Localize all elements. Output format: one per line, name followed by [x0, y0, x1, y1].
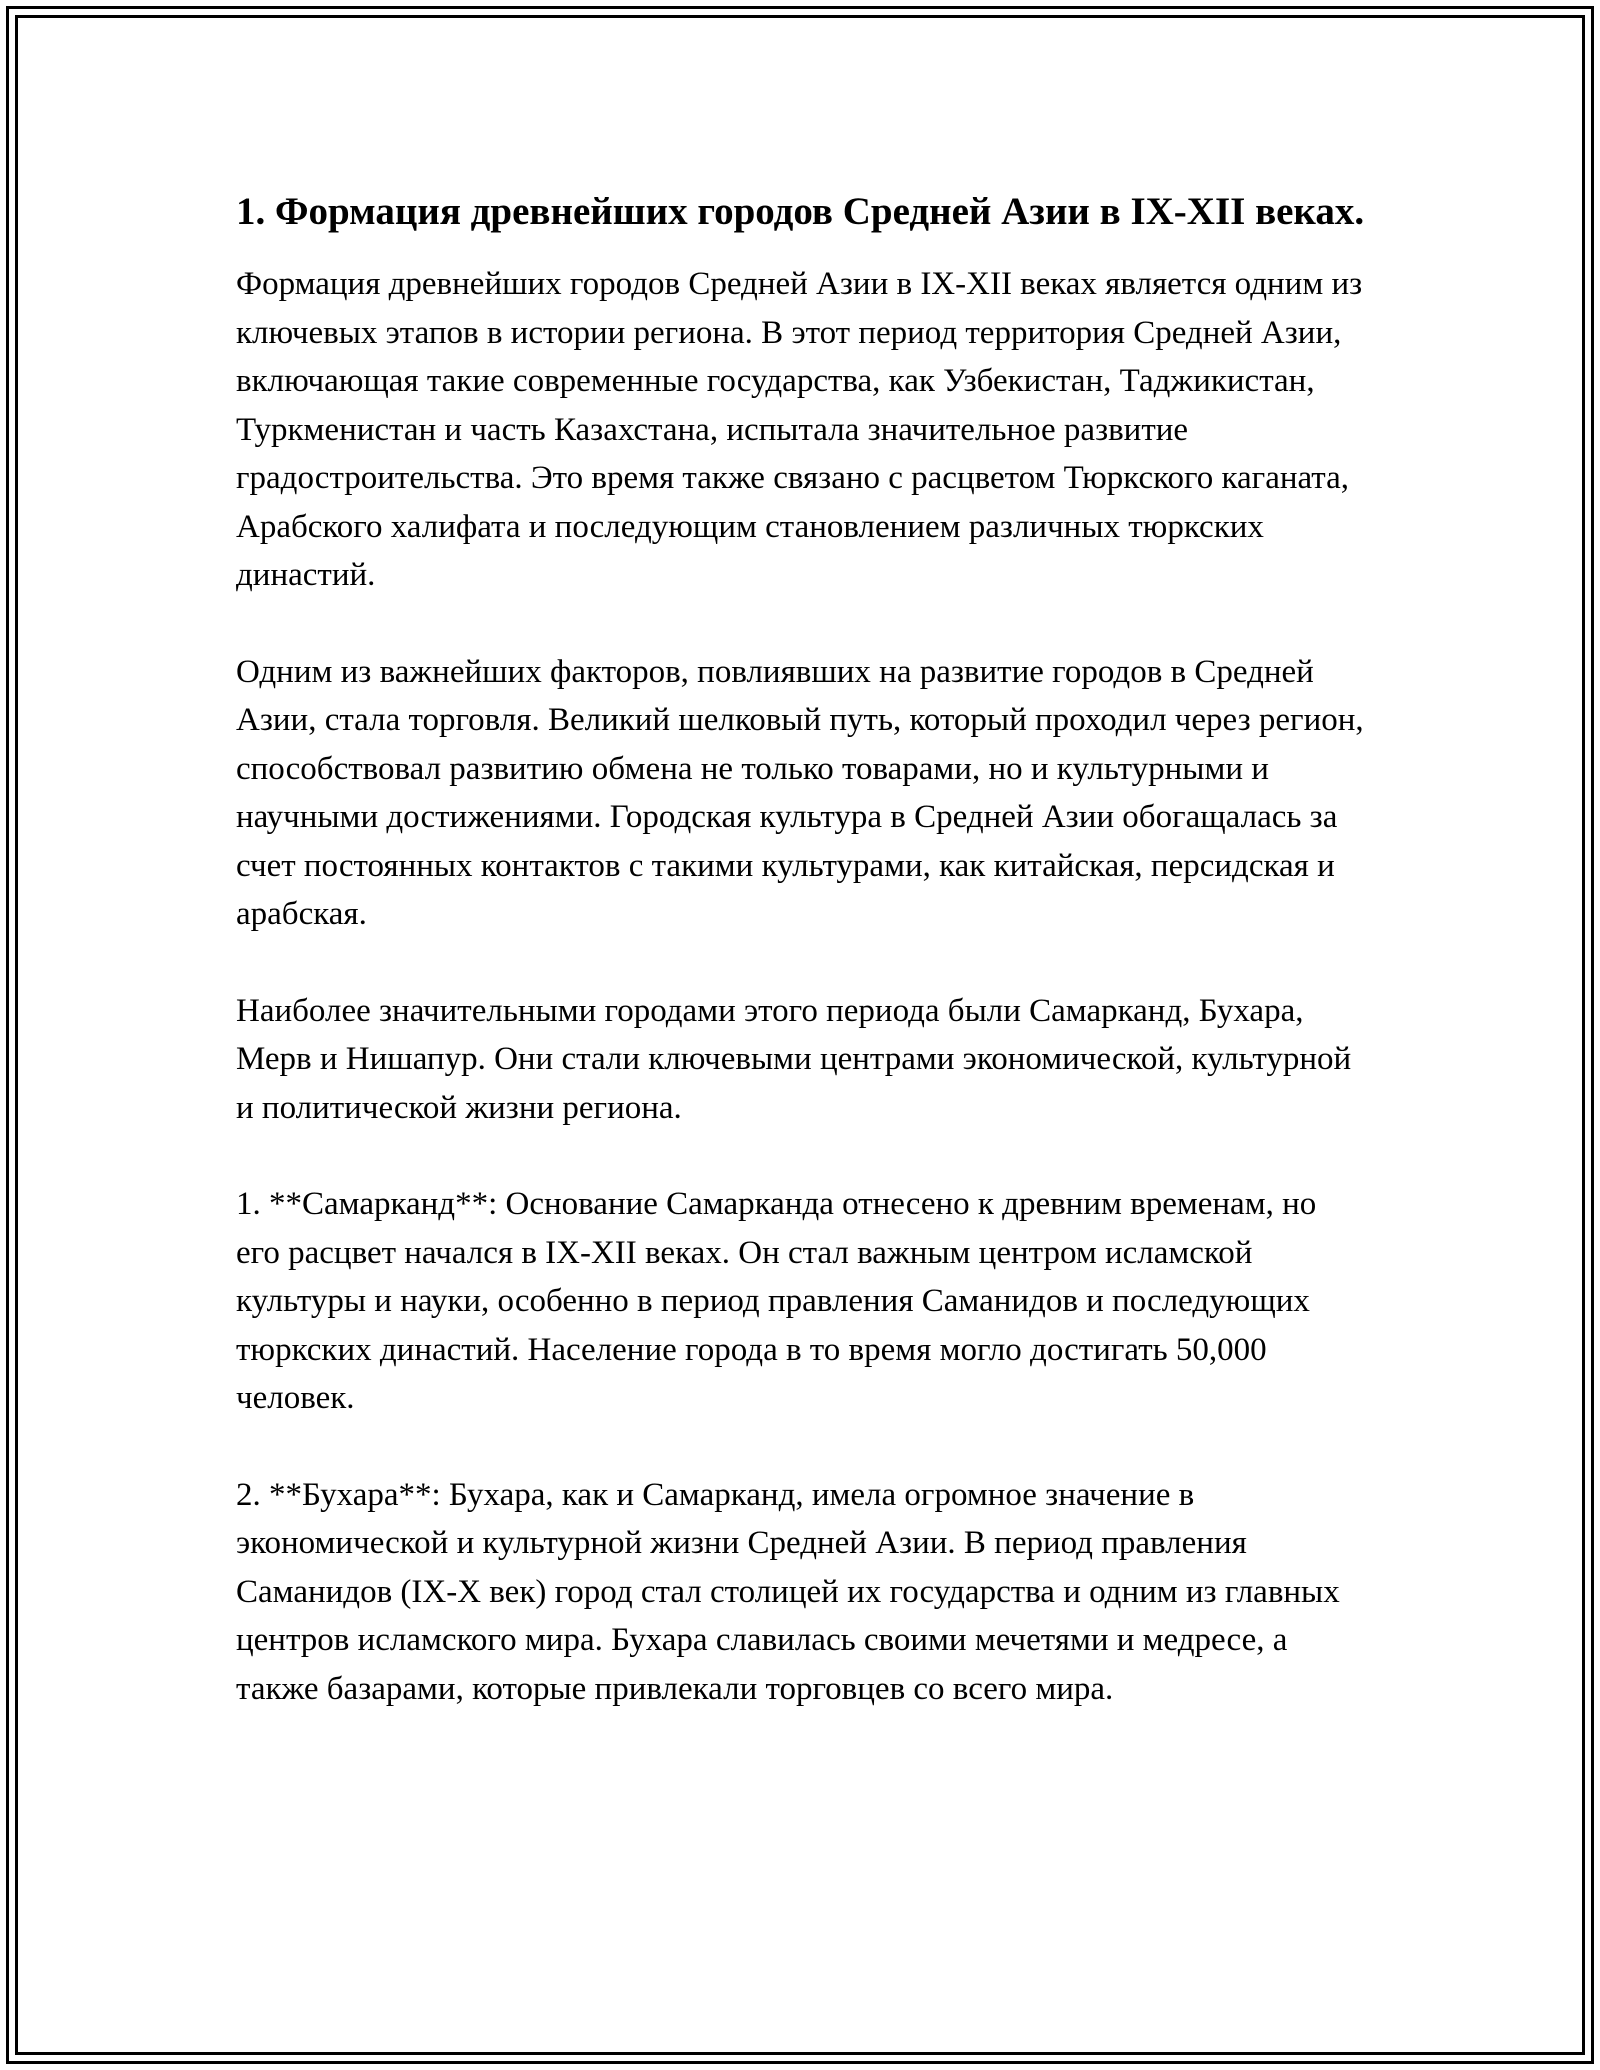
document-body: [236, 186, 1366, 1761]
section-heading: 1. Формация древнейших городов Средней Азии в IX-XII веках.: [236, 190, 1365, 233]
paragraph-major-cities: Наиболее значительными городами этого периода были Самарканд, Бухара, Мерв и Нишапур. Они стали ключевыми центрами экономической, культурной и политической жизни региона.: [236, 992, 1352, 1126]
paragraph-samarkand: 1. **Самарканд**: Основание Самарканда отнесено к древним временам, но его расцвет начался в IX-XII веках. Он стал важным центром исламской культуры и науки, особенно в период правления Саманидов и последующих тюркских династий. Население города в то время могло достигать 50,000 человек.: [236, 1186, 1317, 1416]
paragraph-intro: Формация древнейших городов Средней Азии в IX-XII веках является одним из ключевых этапов в истории региона. В этот период территория Средней Азии, включающая такие современные государства, как Узбекистан, Таджикистан, Туркменистан и часть Казахстана, испытала значительное развитие градостроительства. Это время также связано с расцветом Тюркского каганата, Арабского халифата и последующим становлением различных тюркских династий.: [236, 266, 1363, 593]
paragraph-trade: Одним из важнейших факторов, повлиявших на развитие городов в Средней Азии, стала торговля. Великий шелковый путь, который проходил через регион, способствовал развитию обмена не только товарами, но и культурными и научными достижениями. Городская культура в Средней Азии обогащалась за счет постоянных контактов с такими культурами, как китайская, персидская и арабская.: [236, 653, 1364, 932]
paragraph-bukhara: 2. **Бухара**: Бухара, как и Самарканд, имела огромное значение в экономической и культурной жизни Средней Азии. В период правления Саманидов (IX-X век) город стал столицей их государства и одним из главных центров исламского мира. Бухара славилась своими мечетями и медресе, а также базарами, которые привлекали торговцев со всего мира.: [236, 1476, 1340, 1707]
